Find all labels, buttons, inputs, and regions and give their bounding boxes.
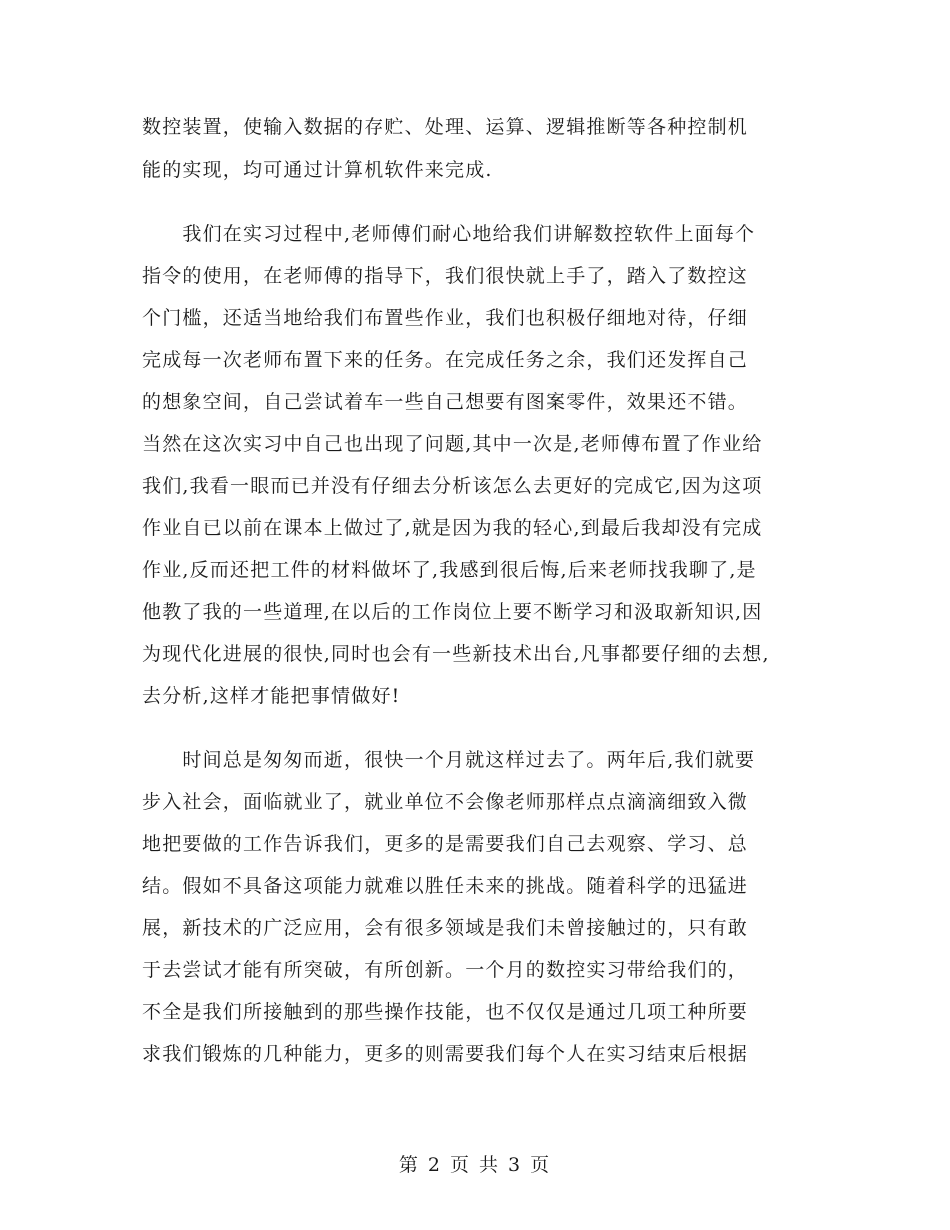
page-number-footer: 第 2 页 共 3 页	[398, 1154, 552, 1176]
paragraph-2-line-9: 作业,反而还把工件的材料做坏了,我感到很后悔,后来老师找我聊了,是	[142, 559, 757, 581]
paragraph-2-line-6: 当然在这次实习中自己也出现了问题,其中一次是,老师傅布置了作业给	[142, 433, 763, 455]
paragraph-2-line-10: 他教了我的一些道理,在以后的工作岗位上要不断学习和汲取新知识,因	[142, 601, 763, 623]
paragraph-1-line-2: 能的实现，均可通过计算机软件来完成.	[142, 159, 493, 181]
paragraph-2-line-8: 作业自已以前在课本上做过了,就是因为我的轻心,到最后我却没有完成	[142, 517, 763, 539]
paragraph-3-line-2: 步入社会，面临就业了，就业单位不会像老师那样点点滴滴细致入微	[142, 791, 749, 813]
paragraph-3-line-1: 时间总是匆匆而逝，很快一个月就这样过去了。两年后,我们就要	[142, 749, 756, 771]
paragraph-3-line-5: 展，新技术的广泛应用，会有很多领域是我们未曾接触过的，只有敢	[142, 917, 749, 939]
paragraph-3-line-3: 地把要做的工作告诉我们，更多的是需要我们自己去观察、学习、总	[142, 833, 749, 855]
paragraph-2-line-4: 完成每一次老师布置下来的任务。在完成任务之余，我们还发挥自己	[142, 349, 749, 371]
paragraph-3-line-7: 不全是我们所接触到的那些操作技能，也不仅仅是通过几项工种所要	[142, 1001, 749, 1023]
paragraph-2-line-3: 个门槛，还适当地给我们布置些作业，我们也积极仔细地对待，仔细	[142, 307, 749, 329]
paragraph-2-line-2: 指令的使用，在老师傅的指导下，我们很快就上手了，踏入了数控这	[142, 265, 749, 287]
paragraph-3-line-8: 求我们锻炼的几种能力，更多的则需要我们每个人在实习结束后根据	[142, 1043, 749, 1065]
paragraph-2-line-7: 我们,我看一眼而已并没有仔细去分析该怎么去更好的完成它,因为这项	[142, 475, 763, 497]
paragraph-3-line-6: 于去尝试才能有所突破，有所创新。一个月的数控实习带给我们的，	[142, 959, 749, 981]
paragraph-2-line-11: 为现代化进展的很快,同时也会有一些新技术出台,凡事都要仔细的去想,	[142, 643, 770, 665]
paragraph-1-line-1: 数控装置，使输入数据的存贮、处理、运算、逻辑推断等各种控制机	[142, 116, 749, 138]
paragraph-2-line-12: 去分析,这样才能把事情做好!	[142, 685, 401, 707]
paragraph-2-line-5: 的想象空间，自己尝试着车一些自己想要有图案零件，效果还不错。	[142, 391, 749, 413]
paragraph-2-line-1: 我们在实习过程中,老师傅们耐心地给我们讲解数控软件上面每个	[142, 223, 756, 245]
paragraph-3-line-4: 结。假如不具备这项能力就难以胜任未来的挑战。随着科学的迅猛进	[142, 875, 749, 897]
